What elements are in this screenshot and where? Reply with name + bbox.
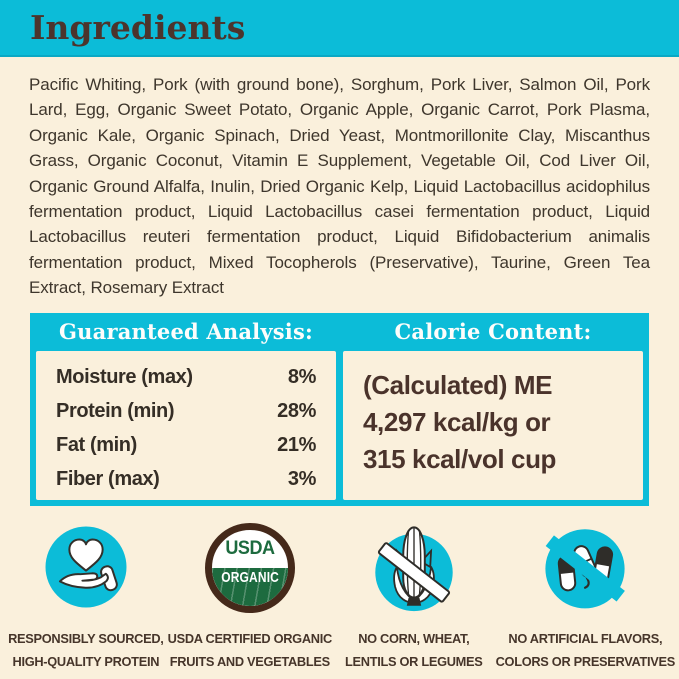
no-pills-icon	[540, 522, 630, 612]
page-title: Ingredients	[30, 8, 246, 47]
guaranteed-analysis-table	[36, 351, 336, 500]
heart-in-hand-icon	[41, 522, 131, 612]
analysis-label: Fat (min)	[56, 434, 137, 457]
analysis-value: 3%	[287, 468, 316, 491]
badge-caption: NO ARTIFICIAL FLAVORS, COLORS OR PRESERVATIVES	[495, 630, 675, 669]
analysis-value: 28%	[277, 400, 316, 423]
analysis-value: 21%	[277, 434, 316, 457]
badge-caption: NO CORN, WHEAT, LENTILS OR LEGUMES	[345, 630, 483, 669]
analysis-label: Protein (min)	[56, 400, 175, 423]
analysis-label: Fiber (max)	[56, 468, 160, 491]
calorie-line: 4,297 kcal/kg or	[363, 406, 551, 437]
header-bar	[0, 0, 679, 57]
badge-caption: RESPONSIBLY SOURCED, HIGH-QUALITY PROTEIN	[8, 630, 164, 669]
usda-organic-seal-icon	[205, 522, 295, 612]
analysis-calorie-panel	[30, 313, 649, 506]
calorie-content-title: Calorie Content:	[394, 319, 592, 345]
guaranteed-analysis-title: Guaranteed Analysis:	[59, 319, 313, 345]
analysis-row-fiber	[56, 463, 316, 497]
feature-badges-row	[4, 522, 675, 673]
badge-caption: USDA CERTIFIED ORGANIC FRUITS AND VEGETABLES	[167, 630, 332, 669]
calorie-content-section	[343, 313, 643, 500]
badge-usda-organic	[168, 522, 332, 673]
analysis-row-moisture	[56, 361, 316, 395]
calorie-line: 315 kcal/vol cup	[363, 443, 557, 474]
analysis-label: Moisture (max)	[56, 366, 193, 389]
analysis-row-fat	[56, 429, 316, 463]
analysis-value: 8%	[287, 366, 316, 389]
calorie-content-text	[343, 351, 643, 500]
badge-responsibly-sourced	[4, 522, 168, 673]
analysis-row-protein	[56, 395, 316, 429]
guaranteed-analysis-section	[36, 313, 336, 500]
badge-no-artificial	[496, 522, 675, 673]
usda-seal-top-text: USDA	[225, 537, 275, 559]
badge-no-corn	[332, 522, 496, 673]
no-corn-icon	[369, 522, 459, 612]
usda-seal-bottom-text: ORGANIC	[220, 568, 279, 586]
ingredients-text: Pacific Whiting, Pork (with ground bone), Sorghum, Pork Liver, Salmon Oil, Pork Lard, Egg, Organic Sweet Potato, Organic Apple, Organic Carrot, Pork Plasma, Organic Kale, Organic Spinach, Dried Yeast, Montmorillonite Clay, Miscanthus Grass, Organic Coconut, Vitamin E Supplement, Vegetable Oil, Cod Liver Oil, Organic Ground Alfalfa, Inulin, Dried Organic Kelp, Liquid Lactobacillus acidophilus fermentation product, Liquid Lactobacillus casei fermentation product, Liquid Lactobacillus reuteri fermentation product, Liquid Bifidobacterium animalis fermentation product, Mixed Tocopherols (Preservative), Taurine, Green Tea Extract, Rosemary Extract	[29, 75, 650, 298]
calorie-line: (Calculated) ME	[363, 369, 553, 400]
